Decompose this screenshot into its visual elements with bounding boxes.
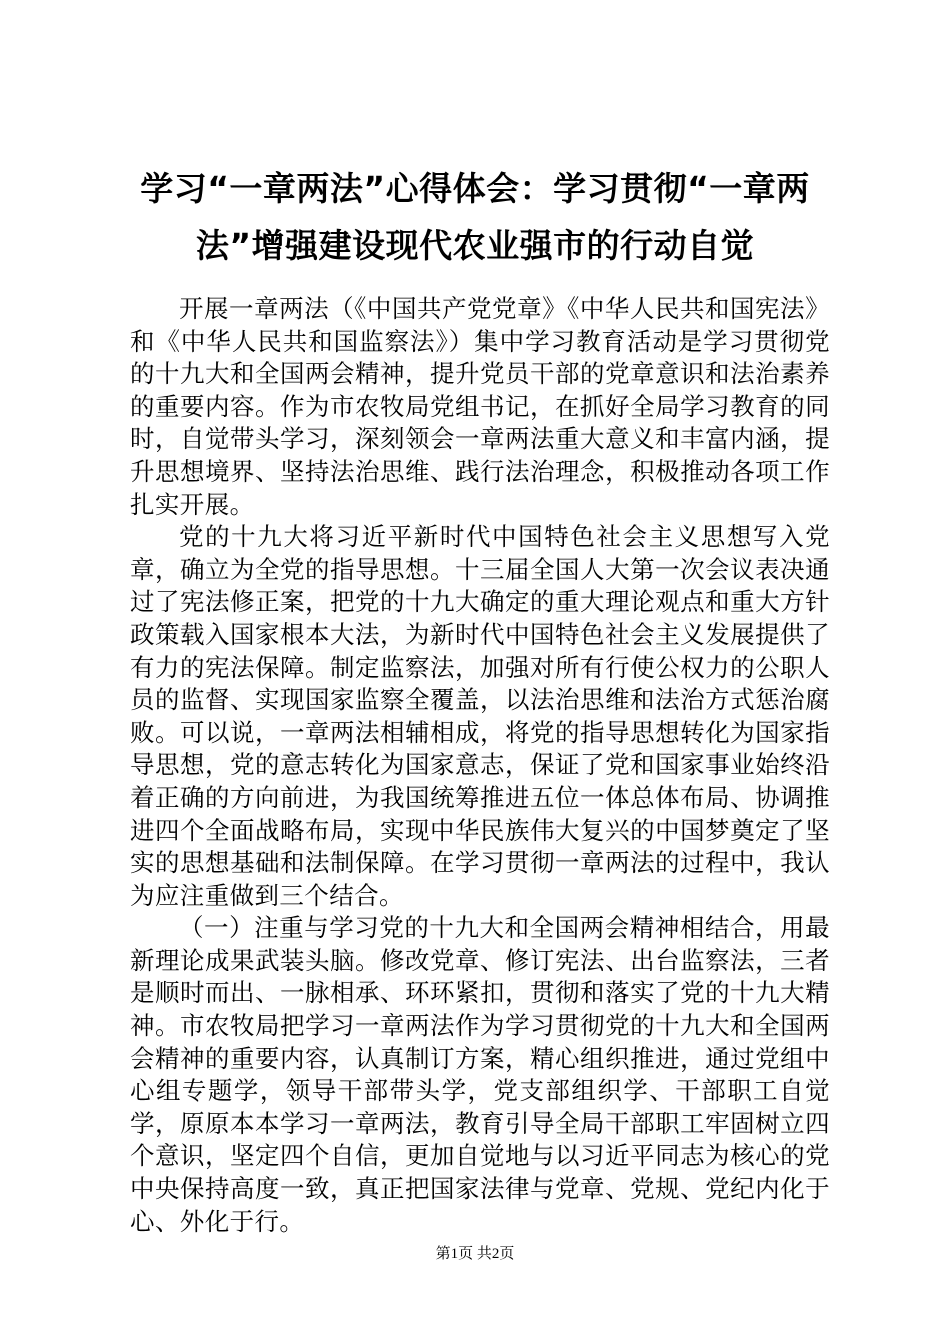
page-number-footer: 第1页 共2页 [435, 1246, 515, 1262]
paragraph-point-one: （一）注重与学习党的十九大和全国两会精神相结合，用最新理论成果武装头脑。修改党章、修订宪法、出台监察法，三者是顺时而出、一脉相承、环环紧扣，贯彻和落实了党的十九大精神。市农牧局把学习一章两法作为学习贯彻党的十九大和全国两会精神的重要内容，认真制订方案，精心组织推进，通过党组中心组专题学，领导干部带头学，党支部组织学、干部职工自觉学，原原本本学习一章两法，教育引导全局干部职工牢固树立四个意识，坚定四个自信，更加自觉地与以习近平同志为核心的党中央保持高度一致，真正把国家法律与党章、党规、党纪内化于心、外化于行。 [130, 913, 830, 1236]
document-title: 学习“一章两法”心得体会：学习贯彻“一章两法”增强建设现代农业强市的行动自觉 [140, 169, 810, 265]
paragraph-background: 党的十九大将习近平新时代中国特色社会主义思想写入党章，确立为全党的指导思想。十三届全国人大第一次会议表决通过了宪法修正案，把党的十九大确定的重大理论观点和重大方针政策载入国家根本大法，为新时代中国特色社会主义发展提供了有力的宪法保障。制定监察法，加强对所有行使公权力的公职人员的监督、实现国家监察全覆盖，以法治思维和法治方式惩治腐败。可以说，一章两法相辅相成，将党的指导思想转化为国家指导思想，党的意志转化为国家意志，保证了党和国家事业始终沿着正确的方向前进，为我国统筹推进五位一体总体布局、协调推进四个全面战略布局，实现中华民族伟大复兴的中国梦奠定了坚实的思想基础和法制保障。在学习贯彻一章两法的过程中，我认为应注重做到三个结合。 [130, 522, 830, 910]
document-body [130, 293, 830, 1238]
paragraph-intro: 开展一章两法（《中国共产党党章》《中华人民共和国宪法》和《中华人民共和国监察法》）集中学习教育活动是学习贯彻党的十九大和全国两会精神，提升党员干部的党章意识和法治素养的重要内容。作为市农牧局党组书记，在抓好全局学习教育的同时，自觉带头学习，深刻领会一章两法重大意义和丰富内涵，提升思想境界、坚持法治思维、践行法治理念，积极推动各项工作扎实开展。 [130, 294, 830, 519]
